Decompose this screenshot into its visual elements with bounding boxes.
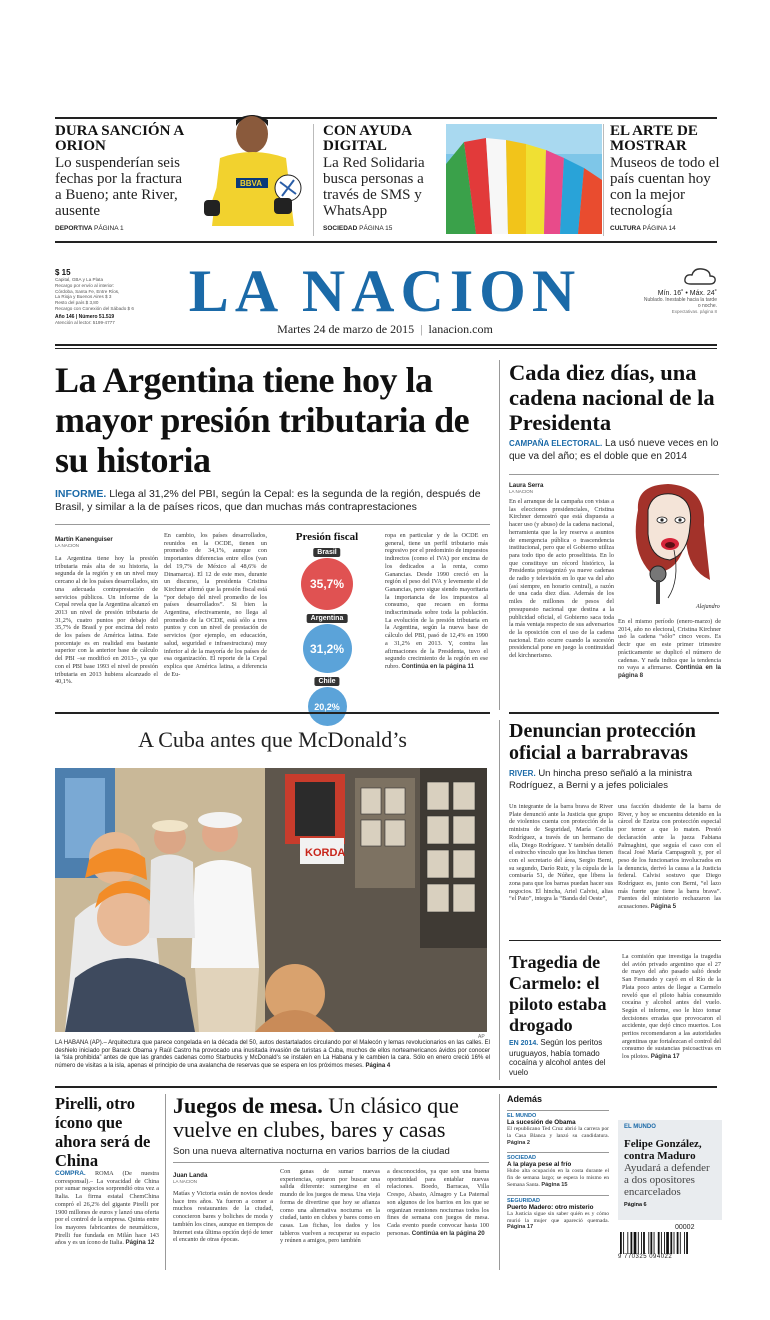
lead-col-1: La Argentina tiene hoy la presión tributaria más alta de su historia, la segunda de la región y en un nivel muy cercano al de los países desarrollados, sin una adecuada contraprestación de servicios públicos. Un informe de la Cepal revela que la Argentina alcanzó en 2013 un nivel de presión tributaria de 31,2%, cuatro puntos por debajo del 35,7% de Brasil y por encima del resto de los países de América latina. Este porcentaje es en realidad era bastante superior con la anterior base de cálculo del PBI –se modificó en 2013–, ya que con el PBI base 1993 el nivel de presión tributaria en 2013 hubiera alcanzado el 40,1%. xyxy=(55,555,158,686)
ademas-text: El republicano Ted Cruz abrió la carrera por la Casa Blanca y lanzó su candidatura. Página 2 xyxy=(507,1126,609,1146)
teaser-section: CULTURA PÁGINA 14 xyxy=(610,225,676,232)
cuba-continued[interactable]: Página 4 xyxy=(365,1062,391,1069)
issue-number: Año 146 | Número 51.519 xyxy=(55,313,115,320)
juegos-col-1: Matías y Victoria están de novios desde hace tres años. Ya fueron a comer a muchos restaurantes de la ciudad, conocieron bares y boliches de moda y también los cines, aunque en tiempos de Internet esta última opción dejó de tener el encanto de otras épocas. xyxy=(173,1190,273,1244)
barcode-bar xyxy=(664,1232,665,1254)
weather-more: Expectativas. página 8 xyxy=(671,309,717,314)
barcode-bar xyxy=(677,1232,679,1254)
carmelo-deck: EN 2014. Según los peritos uruguayos, había tomado cocaína y alcohol antes del vuelo xyxy=(509,1038,606,1078)
museum-columns-photo xyxy=(446,124,602,234)
juegos-continued[interactable]: Continúa en la página 20 xyxy=(411,1229,485,1237)
barcode-bar xyxy=(623,1232,624,1254)
barcode-bar xyxy=(666,1232,669,1254)
ademas-box xyxy=(507,1094,609,1237)
barcode-icon xyxy=(618,1232,718,1254)
barras-deck: RIVER. Un hincha preso señaló a la ministra Rodríguez, a Berni y a jefes policiales xyxy=(509,768,692,791)
teaser-headline: EL ARTE DE MOSTRAR xyxy=(610,123,698,154)
ademas-item[interactable] xyxy=(507,1152,609,1188)
juegos-byline: Juan Landa LA NACION xyxy=(173,1172,208,1184)
teaser-headline: DURA SANCIÓN A ORION xyxy=(55,123,184,154)
teaser-section: SOCIEDAD PÁGINA 15 xyxy=(323,225,393,232)
chart-value-label: 35,7% xyxy=(309,577,345,591)
carmelo-continued[interactable]: Página 17 xyxy=(650,1053,680,1061)
barcode-bar xyxy=(654,1232,655,1254)
ademas-item[interactable] xyxy=(507,1110,609,1146)
ademas-section: EL MUNDO xyxy=(507,1110,609,1119)
fiscal-pressure-chart xyxy=(275,528,379,712)
ademas-page[interactable]: Página 2 xyxy=(507,1139,531,1146)
juegos-deck: Son una nueva alternativa nocturna en varios barrios de la ciudad xyxy=(173,1146,450,1157)
website-link[interactable]: lanacion.com xyxy=(428,322,493,336)
barcode-bar xyxy=(620,1232,622,1254)
barcode-bar xyxy=(631,1232,633,1254)
chart-value-label: 31,2% xyxy=(309,641,345,656)
barcode-bar xyxy=(684,1232,685,1254)
barcode-bar xyxy=(643,1232,645,1254)
felipe-section: EL MUNDO xyxy=(624,1124,656,1130)
barcode-bar xyxy=(674,1232,675,1254)
barcode-bar xyxy=(641,1232,642,1254)
pirelli-continued[interactable]: Página 12 xyxy=(125,1239,155,1247)
barcode-bar xyxy=(627,1232,628,1254)
lead-deck: INFORME. Llega al 31,2% del PBI, según la Cepal: es la segunda de la región, después de Brasil, y similar a la de países ricos, que dan muchas más contraprestaciones xyxy=(55,488,481,513)
cadena-headline[interactable]: Cada diez días, una cadena nacional de la Presidenta xyxy=(509,360,715,435)
chart-category-label: Argentina xyxy=(307,614,348,623)
chart-title: Presión fiscal xyxy=(295,531,359,543)
felipe-text: Ayudará a defender a dos opositores encarcelados xyxy=(624,1162,710,1198)
teaser-section: DEPORTIVA PÁGINA 1 xyxy=(55,225,124,232)
ademas-title: Además xyxy=(507,1094,543,1104)
teaser-text: Museos de todo el país cuentan hoy con la mejor tecnología xyxy=(610,155,720,219)
lead-headline[interactable]: La Argentina tiene hoy la mayor presión tributaria de su historia xyxy=(55,360,470,480)
teaser-text: Lo suspenderían seis fechas por la fractura a Bueno; ante River, ausente xyxy=(55,155,183,219)
chart-bubble xyxy=(301,558,353,610)
illustrator-signature: Alejandro xyxy=(696,604,720,610)
felipe-box[interactable] xyxy=(618,1120,722,1220)
barras-headline[interactable]: Denuncian protección oficial a barrabravas xyxy=(509,720,696,764)
juegos-headline[interactable]: Juegos de mesa. Un clásico que vuelve en clubes, bares y casas xyxy=(173,1093,459,1142)
carmelo-text: La comisión que investiga la tragedia del avión privado argentino que el 27 de mayo del año pasado salió desde San Fernando y cayó en el Río de la Plata poco antes de llegar a Carmelo reveló que el piloto había consumido cocaína y alcohol antes del vuelo. Según el informe, eso le hizo tomar decisiones erradas que provocaron el accidente, que dejó cinco muertos. Los peritos recomendaron a las autoridades argentinas que fortalezcan el control del consumo de sustancias psicoactivas en los pilotos. Página 17 xyxy=(622,953,721,1061)
juegos-col-2: Con ganas de sumar nuevas experiencias, optaron por buscar una salida diferente: sumergirse en el mundo de los juegos de mesa. Una vieja forma de divertirse que hoy se afianza como una alternativa nocturna en la ciudad, tanto en clubes y bares como en casas. Las fichas, los dados y los tableros vuelven a recuperar su espacio y reúnen a amigos, pero también xyxy=(280,1168,380,1245)
cadena-deck: CAMPAÑA ELECTORAL. La usó nueve veces en lo que va del año; es el doble que en 2014 xyxy=(509,438,719,462)
cuba-caption: LA HABANA (AP).– Arquitectura que parece congelada en la década del 50, autos destartalados circulando por el Malecón y lemas revolucionarios en las calles. El deshielo iniciado por Barack Obama y Raúl Castro ha provocado una inusitada invasión de turistas a Cuba, muchos de ellos norteamericanos ávidos por conocer la “isla prohibida” antes de que las grandes cadenas como Starbucks y McDonald’s se instalen en La Habana y le cambien la cara. Sólo en enero creció 16% el número de visitas a la isla, apenas el principio de una avalancha de reservas que se espera en los próximos meses. Página 4 xyxy=(55,1040,490,1069)
barcode-bar xyxy=(638,1232,639,1254)
cadena-byline: Laura Serra LA NACION xyxy=(509,482,544,494)
teaser-cultura[interactable] xyxy=(610,124,720,219)
price-info: Capital, GBA y La Plata Recargo por envío al interior: Córdoba, Santa Fe, Entre Ríos, La Rioja y Buenos Aires $ 3 Resto del país $ 3,80 Recargo con Conexión del Sábado $ 6 xyxy=(55,277,134,311)
chart-bubble xyxy=(308,687,347,726)
carmelo-headline[interactable]: Tragedia de Carmelo: el piloto estaba drogado xyxy=(509,952,607,1035)
ademas-headline: A la playa pese al frío xyxy=(507,1161,572,1169)
havana-tourists-photo xyxy=(55,768,487,1032)
lead-continued[interactable]: Continúa en la página 11 xyxy=(401,662,475,670)
juegos-col-3: a desconocidos, ya que son una buena oportunidad para entablar nuevas relaciones. Boedo, Barracas, Villa Crespo, Abasto, Almagro y La Paternal son algunos de los barrios en los que se organizan reuniones nocturnas todos los fines de semana con juegos de mesa. Cada evento puede convocar hasta 100 personas. Continúa en la página 20 xyxy=(387,1168,489,1237)
weather-temp: Mín. 16˚ • Máx. 24˚ xyxy=(657,290,717,297)
barcode-bar xyxy=(648,1232,649,1254)
cloud-icon xyxy=(683,267,717,287)
teaser-deportiva[interactable] xyxy=(55,124,190,219)
date: Martes 24 de marzo de 2015 xyxy=(277,322,415,336)
weather xyxy=(642,290,717,314)
photo-sign: KORDA xyxy=(305,847,346,859)
teaser-text: La Red Solidaria busca personas a través de SMS y WhatsApp xyxy=(323,155,425,219)
barcode-bar xyxy=(686,1232,688,1254)
lead-col-3: ropa en particular y de la OCDE en general, tiene un perfil tributario más regresivo por el predominio de impuestos indirectos (como el IVA) por encima de los dedicados a la renta, como Ganancias. Desde 1990 creció en la región el peso del IVA y levemente el de Ganancias, pero sigue siendo mayoritaria la importancia de los impuestos al consumo, que recaen en forma indiscriminada sobre toda la población. La evolución de la presión tributaria en la Argentina, según la nueva base de cálculo del PBI, pasó de 12,4% en 1990 a 31,2% en 2013. Y, contra las afirmaciones de la Presidenta, tuvo el segundo crecimiento de la región en ese rubro. Continúa en la página 11 xyxy=(385,532,488,670)
ademas-text: La Justicia sigue sin saber quién es y cómo murió la mujer que apareció quemada. Página 17 xyxy=(507,1210,609,1231)
newspaper-logo[interactable]: LA NACION xyxy=(188,258,582,324)
barcode-bar xyxy=(634,1232,637,1254)
photo-credit: AP xyxy=(478,1034,485,1040)
chart-value-label: 20,2% xyxy=(314,701,340,712)
barcode-number: 9 770325 094022 xyxy=(618,1254,673,1260)
barras-col-1: Un integrante de la barra brava de River Plate denunció ante la Justicia que grupo de violentos cuenta con protección de la ministra de Seguridad, María Cecilia Rodríguez, a través de un hermano de ella, Diego Rodríguez. Y también detalló el estrecho vínculo que los hinchas tienen con el secretario del área, Sergio Berni, su segundo, Darío Ruiz, y la cúpula de la comisaría 51, de Núñez, que libera la zona para que los barras puedan hacer sus negocios. El hincha, Ariel Calvisi, alias “el Pato”, integra la “Banda del Oeste”, xyxy=(509,803,613,903)
ademas-section: SOCIEDAD xyxy=(507,1152,609,1161)
ademas-page[interactable]: Página 17 xyxy=(507,1224,534,1231)
goalkeeper-photo xyxy=(190,106,308,236)
ademas-section: SEGURIDAD xyxy=(507,1195,609,1204)
chart-category-label: Brasil xyxy=(313,548,340,557)
barcode-bar xyxy=(650,1232,652,1254)
ademas-page[interactable]: Página 15 xyxy=(541,1181,568,1188)
ademas-item[interactable] xyxy=(507,1195,609,1231)
reader-service: Atención al lector: 5199-4777 xyxy=(55,319,115,325)
carmelo-kicker: EN 2014. xyxy=(509,1040,539,1047)
teaser-sociedad[interactable] xyxy=(323,124,441,219)
weather-desc: Nublado. Inestable hacia la tarde o noche. xyxy=(643,297,717,309)
chart-bubble xyxy=(303,624,352,673)
cuba-headline[interactable]: A Cuba antes que McDonald’s xyxy=(138,727,407,752)
lead-byline: Martín Kanenguiser LA NACION xyxy=(55,536,113,548)
ademas-text: Hubo alta ocupación en la costa durante el fin de semana largo; se espera lo mismo en Semana Santa. Página 15 xyxy=(507,1168,609,1188)
barras-continued[interactable]: Página 5 xyxy=(650,903,677,911)
barcode-bar xyxy=(658,1232,660,1254)
cadena-continued[interactable]: Continúa en la página 8 xyxy=(618,664,721,679)
ademas-list xyxy=(507,1110,609,1231)
pirelli-text: COMPRA. ROMA (De nuestra corresponsal).– La voracidad de China por sumar negocios sorprendió otra vez a Italia. La firma estatal ChemChina compró el 26,2% del gigante Pirelli por 1900 millones de euros y lanzó una oferta por el control de la empresa. Quinta entre los mayores fabricantes de neumáticos, Pirelli fue fundada en Milán hace 143 años y es un ícono de Italia. Página 12 xyxy=(55,1170,159,1247)
lead-col-2: En cambio, los países desarrollados, reunidos en la OCDE, tienen un promedio de 34,1%, aunque con importantes diferencias entre ellos (van del 19,7% de México al 48,6% de Dinamarca). El 12 de este mes, durante un discurso, la presidenta Cristina Kirchner afirmó que la presión fiscal está “por debajo del nivel promedio de los países desarrollados”. Si bien la Argentina, efectivamente, no llega al promedio de la OCDE, está sólo a tres puntos y con un nivel de prestación de servicios (por ejemplo, en educación, salud, seguridad e infraestructura) muy inferior al de la mayoría de los países de esa organización. El reporte de la Cepal explica que América latina, a diferencia de Eu- xyxy=(164,532,267,678)
barcode-bar xyxy=(680,1232,681,1254)
pirelli-kicker: COMPRA. xyxy=(55,1170,86,1177)
date-line: Martes 24 de marzo de 2015 | lanacion.com xyxy=(277,322,493,336)
felipe-headline: Felipe González, contra Maduro xyxy=(624,1138,702,1162)
cadena-col-2: En el mismo período (enero-marzo) de 2014, año no electoral, Cristina Kirchner usó la cadena “sólo” cinco veces. Es decir que en este primer trimestre prácticamente se duplicó el número de cadenas. Y nada indica que la tendencia no vaya a afirmarse. Continúa en la página 8 xyxy=(618,618,721,679)
cadena-kicker: CAMPAÑA ELECTORAL. xyxy=(509,439,603,448)
ademas-headline: La sucesión de Obama xyxy=(507,1119,576,1126)
felipe-page: Página 6 xyxy=(624,1202,647,1208)
svg-text:BBVA: BBVA xyxy=(240,179,263,188)
barcode-bar xyxy=(670,1232,672,1254)
lead-kicker: INFORME. xyxy=(55,488,107,500)
price: $ 15 xyxy=(55,268,71,277)
teaser-headline: CON AYUDA DIGITAL xyxy=(323,123,412,154)
ademas-headline: Puerto Madero: otro misterio xyxy=(507,1203,594,1211)
barras-col-2: una facción disidente de la barra de River, y hoy se encuentra detenido en la cárcel de Ezeiza con protección especial por temor a que lo maten. Prestó declaración ante la jueza Fabiana Palmaghini, que seguía el caso con el fiscal José María Campagnoli y, por el peso de los funcionarios involucrados en la denuncia, derivó la causa a la Justicia federal. Calvisi sostuvo que Diego Rodríguez es, junto con Berni, “el lazo más fuerte que tiene la barra brava”. Fuentes del ministerio rechazaron las acusaciones. Página 5 xyxy=(618,803,721,911)
pirelli-headline[interactable]: Pirelli, otro ícono que ahora será de China xyxy=(55,1094,151,1170)
barras-kicker: RIVER. xyxy=(509,769,536,778)
president-caricature xyxy=(618,480,720,615)
barcode-bar xyxy=(661,1232,662,1254)
cadena-col-1: En el arranque de la campaña con vistas a las elecciones presidenciales, Cristina Kirchner demostró que está dispuesta a hacer uso (y abuso) de la cadena nacional, herramienta que la ley reserva a asuntos de emergencia pública o trascendencia institucional, pero que el Gobierno utiliza para todo tipo de acto proselitista. En lo que constituye un récord histórico, la Presidenta protagonizó ya nueve cadenas de radio y televisión en lo que va del año (así siempre, en horario central), a razón de una cada diez días. Además de los miles de millones de pesos del presupuesto nacional que destina a la publicidad oficial, el Gobierno saca toda la más ventaja respecto de sus adversarios de la oposición con el uso de la cadena nacional. Esto ocurre cuando la sucesión presidencial pone en juego la continuidad del kirchnerismo. xyxy=(509,498,614,660)
barcode-issue: 00002 xyxy=(675,1224,695,1231)
chart-category-label: Chile xyxy=(314,677,339,686)
